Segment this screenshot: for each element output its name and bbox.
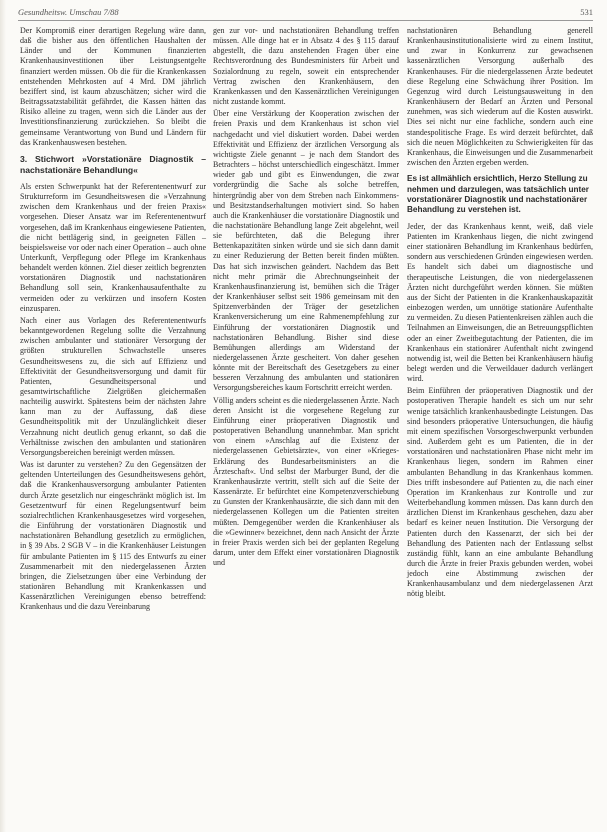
section-heading: 3. Stichwort »Vorstationäre Diagnostik – nachstationäre Behandlung«	[20, 153, 206, 175]
column-3	[407, 26, 593, 602]
paragraph: Über eine Verstärkung der Kooperation zwischen der freien Praxis und dem Krankenhaus ist schon viel nachgedacht und viel diskutiert worden. Dabei werden Effektivität und Effizienz der ärztlichen Versorgung als wichtigste Ziele genannt – je nach dem Standort des Betrachters – höchst unterschiedlich eingeschätzt. Immer wieder gab und gibt es Einwendungen, die zwar vordergründig die Sache als solche betreffen, hintergründig aber von dem Streben nach Einkommens- und Besitzstandserhaltungen motiviert sind. So haben auch die Krankenhäuser die vorstationäre Diagnostik und die nachstationäre Behandlung lange Zeit abgelehnt, weil sie befürchteten, daß die Belegung ihrer Bettenkapazitäten sinken würde und sie sich dann damit zu einer Reduzierung der Betten bereit finden müßten. Das hat sich inzwischen geändert. Nachdem das Bett nicht mehr primär die Abrechnungseinheit der Krankenhausfinanzierung ist, bemühen sich die Träger der Krankenhäuser selbst seit 1986 gemeinsam mit den Spitzenverbänden der Träger der gesetzlichen Krankenversicherung um eine Rahmenempfehlung zur Einführung der vorstationären Diagnostik und nachstationären Behandlung. Bisher sind diese Bemühungen allerdings am Widerstand der niedergelassenen Ärzte gescheitert. Von daher gesehen könnte mit der Bereitschaft des Gesetzgebers zu einer besseren Verzahnung des ambulanten und stationären Versorgungsbereiches kaum Fortschritt erreicht werden.	[213, 109, 399, 393]
journal-title: Gesundheitsw. Umschau 7/88	[18, 7, 119, 17]
page-number: 531	[580, 7, 593, 17]
paragraph: Nach einer aus Vorlagen des Referentenentwurfs bekanntgewordenen Regelung sollte die Verzahnung zwischen ambulanter und stationärer Versorgung der größten strukturellen Schwachstelle unseres Gesundheitswesens zu, die sich auf Effizienz und Effektivität der Gesundheitsversorgung und damit für Patienten, Gesundheitspersonal und gesamtwirtschaftliche Zielgrößen gleichermaßen nachteilig auswirkt. Spätestens beim der nächsten Jahre kann man zu der Auffassung, daß diese Gesundheitspolitik mit der Unzulänglichkeit dieser Verzahnung nicht deutlich genug erkannt, so daß die Verhältnisse zwischen den ambulanten und stationären Versorgungsbereichen bereinigt werden müssen.	[20, 315, 206, 457]
paragraph: Was ist darunter zu verstehen? Zu den Gegensätzen der geltenden Unterteilungen des Gesundheitswesens gehört, daß die Krankenhausversorgung ambulanter Patienten durch Ärzte gesetzlich nur eingeschränkt möglich ist. Im Gesetzentwurf für einen Regelungsentwurf beim sozialrechtlichen Krankenhausgesetzes wird vorgesehen, die Einführung der vorstationären Diagnostik und nachstationären Behandlung gesetzlich zu ermöglichen, in § 39 Abs. 2 SGB V – in die Krankenhäuser Leistungen für ambulante Patienten im § 115 des Entwurfs zu einer Zusammenarbeit mit den niedergelassenen Ärzten bringen, die Zielsetzungen über eine Verbindung der stationären Behandlung mit Krankenkassen und Kassenärztlichen Vereinigungen ebenso betreffend: Krankenhaus und die dazu Vereinbarung	[20, 460, 206, 612]
paragraph: Beim Einführen der präoperativen Diagnostik und der postoperativen Therapie handelt es sich um nur sehr wenige tatsächlich krankenhausbedingte Leistungen. Das sind besonders präoperative Untersuchungen, die häufig mit einem spezifischen Vorsorgeschwerpunkt verbunden sind. Außerdem geht es um Patienten, die in der vorstationären und nachstationären Phase nicht mehr im Krankenhaus liegen, sondern im Rahmen einer ambulanten Behandlung in das Krankenhaus kommen. Dies trifft insbesondere auf Patienten zu, die nach einer Operation im Krankenhaus zur Kontrolle und zur Weiterbehandlung kommen müssen. Das kann durch den ärztlichen Dienst im Krankenhaus geschehen, dazu aber bedarf es keiner neuen Institution. Die Versorgung der Patienten durch den Kassenarzt, der sich bei der Behandlung des Patienten nach der Entlassung selbst zuständig fühlt, kann an eine ambulante Behandlung durch die Ärzte in freier Praxis gebunden werden, wobei jedoch eine Abstimmung zwischen der Krankenhausambulanz und dem niedergelassenen Arzt nötig bleibt.	[407, 386, 593, 599]
paragraph: nachstationären Behandlung generell Krankenhausinstitutionalisierte wird zu einem Institut, und zwar in Konkurrenz zur gewachsenen kassenärztlichen Versorgung außerhalb des Krankenhauses. Für die niedergelassenen Ärzte bedeutet diese Regelung eine Schwächung ihrer Position. Im Gegenzug wird durch Leistungsausweitung in den Krankenhäusern der Bedarf an Ärzten und Personal zunehmen, was sich wiederum auf die Kosten auswirkt. Dies sei nicht nur eine fachliche, sondern auch eine standespolitische Frage. Es wird derzeit befürchtet, daß sich die neuen Möglichkeiten zu Schwierigkeiten für das Krankenhaus, die Einweisungen und die Zusammenarbeit zwischen den Ärzten ergeben werden.	[407, 26, 593, 168]
column-1	[20, 26, 206, 614]
emphasis-paragraph: Es ist allmählich ersichtlich, Herzo Stellung zu nehmen und darzulegen, was tatsächlich unter vorstationärer Diagnostik und nachstationärer Behandlung zu verstehen ist.	[407, 174, 589, 215]
paragraph: Als ersten Schwerpunkt hat der Referentenentwurf zur Strukturreform im Gesundheitswesen die »Verzahnung zwischen dem Krankenhaus und der freien Praxis« vorgesehen. Dieser Ansatz war im Referentenentwurf vorgesehen, daß im Krankenhaus eingewiesene Patienten, die nicht bettlägerig sind, in geeigneten Fällen – beispielsweise vor oder nach einer Operation – auch ohne Unterkunft, Verpflegung oder Pflege im Krankenhaus behandelt werden können. Ziel dieser zeitlich begrenzten vorstationären Diagnostik und nachstationären Behandlung soll sein, Krankenhausaufenthalte zu vermeiden oder zu verkürzen und insofern Kosten einzusparen.	[20, 181, 206, 313]
paragraph: Jeder, der das Krankenhaus kennt, weiß, daß viele Patienten im Krankenhaus liegen, die nicht zwingend einer stationären Behandlung im Krankenhaus bedürfen, sondern aus verschiedenen Gründen eingewiesen werden. Es handelt sich dabei um diagnostische und therapeutische Leistungen, die von niedergelassenen Ärzten nicht durchgeführt werden können. Sie müßten aus der Sicht der Patienten in die Krankenhauskapazität einbezogen werden, um unnötige stationäre Aufenthalte zu vermeiden. Zu diesen Patientenkreisen zählen auch die Teilnahmen an Einweisungen, die an Betreuungspflichten oder an einer Zweitbegutachtung der Patienten, die im Krankenhaus ein stationärer Aufenthalt nicht zwingend notwendig ist, weil die Betten bei Krankenhäusern häufig belegt werden und die Verweildauer dadurch verlängert wird.	[407, 221, 593, 384]
scan-shadow	[0, 0, 6, 832]
column-2	[213, 26, 399, 570]
paragraph: gen zur vor- und nachstationären Behandlung treffen müssen. Alle dinge hat er in Absatz 4 des § 115 darauf abgestellt, die dazu anstehenden Fragen über eine Rechtsverordnung des Bundesministers für Arbeit und Sozialordnung zu regeln, soweit ein entsprechender Vertrag zwischen den Krankenhäusern, den Krankenkassen und den Kassenärztlichen Vereinigungen nicht zustande kommt.	[213, 26, 399, 107]
paragraph: Völlig anders scheint es die niedergelassenen Ärzte. Nach deren Ansicht ist die vorgesehene Regelung zur Einführung einer präoperativen Diagnostik und postoperativen Behandlung unannehmbar. Man spricht von einem »Anschlag auf die Existenz der niedergelassenen Gebietsärzte«, von einer »Krieges-Erklärung des Bundesarbeitsministers an die Ärzteschaft«. Und selbst der Marburger Bund, der die Krankenhausärzte vertritt, stellt sich auf die Seite der Kassenärzte. Er befürchtet eine Kompetenzverschiebung zu Gunsten der Krankenhausärzte, die sich dann mit den niedergelassenen Kollegen um die Patienten streiten müßten. Demgegenüber werden die Krankenhäuser als die »Gewinner« bezeichnet, denn nach Ansicht der Ärzte in freier Praxis werden sich bei der geplanten Regelung darum, unter dem Effekt einer vorstationären Diagnostik und	[213, 395, 399, 568]
running-header	[18, 4, 593, 21]
paragraph: Der Kompromiß einer derartigen Regelung wäre dann, daß die bisher aus den öffentlichen Haushalten der Länder und der Kommunen finanzierten Krankenhausinvestitionen über Leistungsentgelte finanziert werden müssen. Ob die für die Krankenkassen entstehenden Mehrkosten auf 4 Mrd. DM jährlich beziffert sind, ist kaum abzuschätzen; sicher wird die Beitragssatzstabilität gefährdet, die Kassen hätten das Risiko alleine zu tragen, wenn sich die Länder aus der Investitionsfinanzierung zurückziehen. So bleibt die gemeinsame Verantwortung von Bund und Ländern für das Krankenhauswesen bestehen.	[20, 26, 206, 147]
